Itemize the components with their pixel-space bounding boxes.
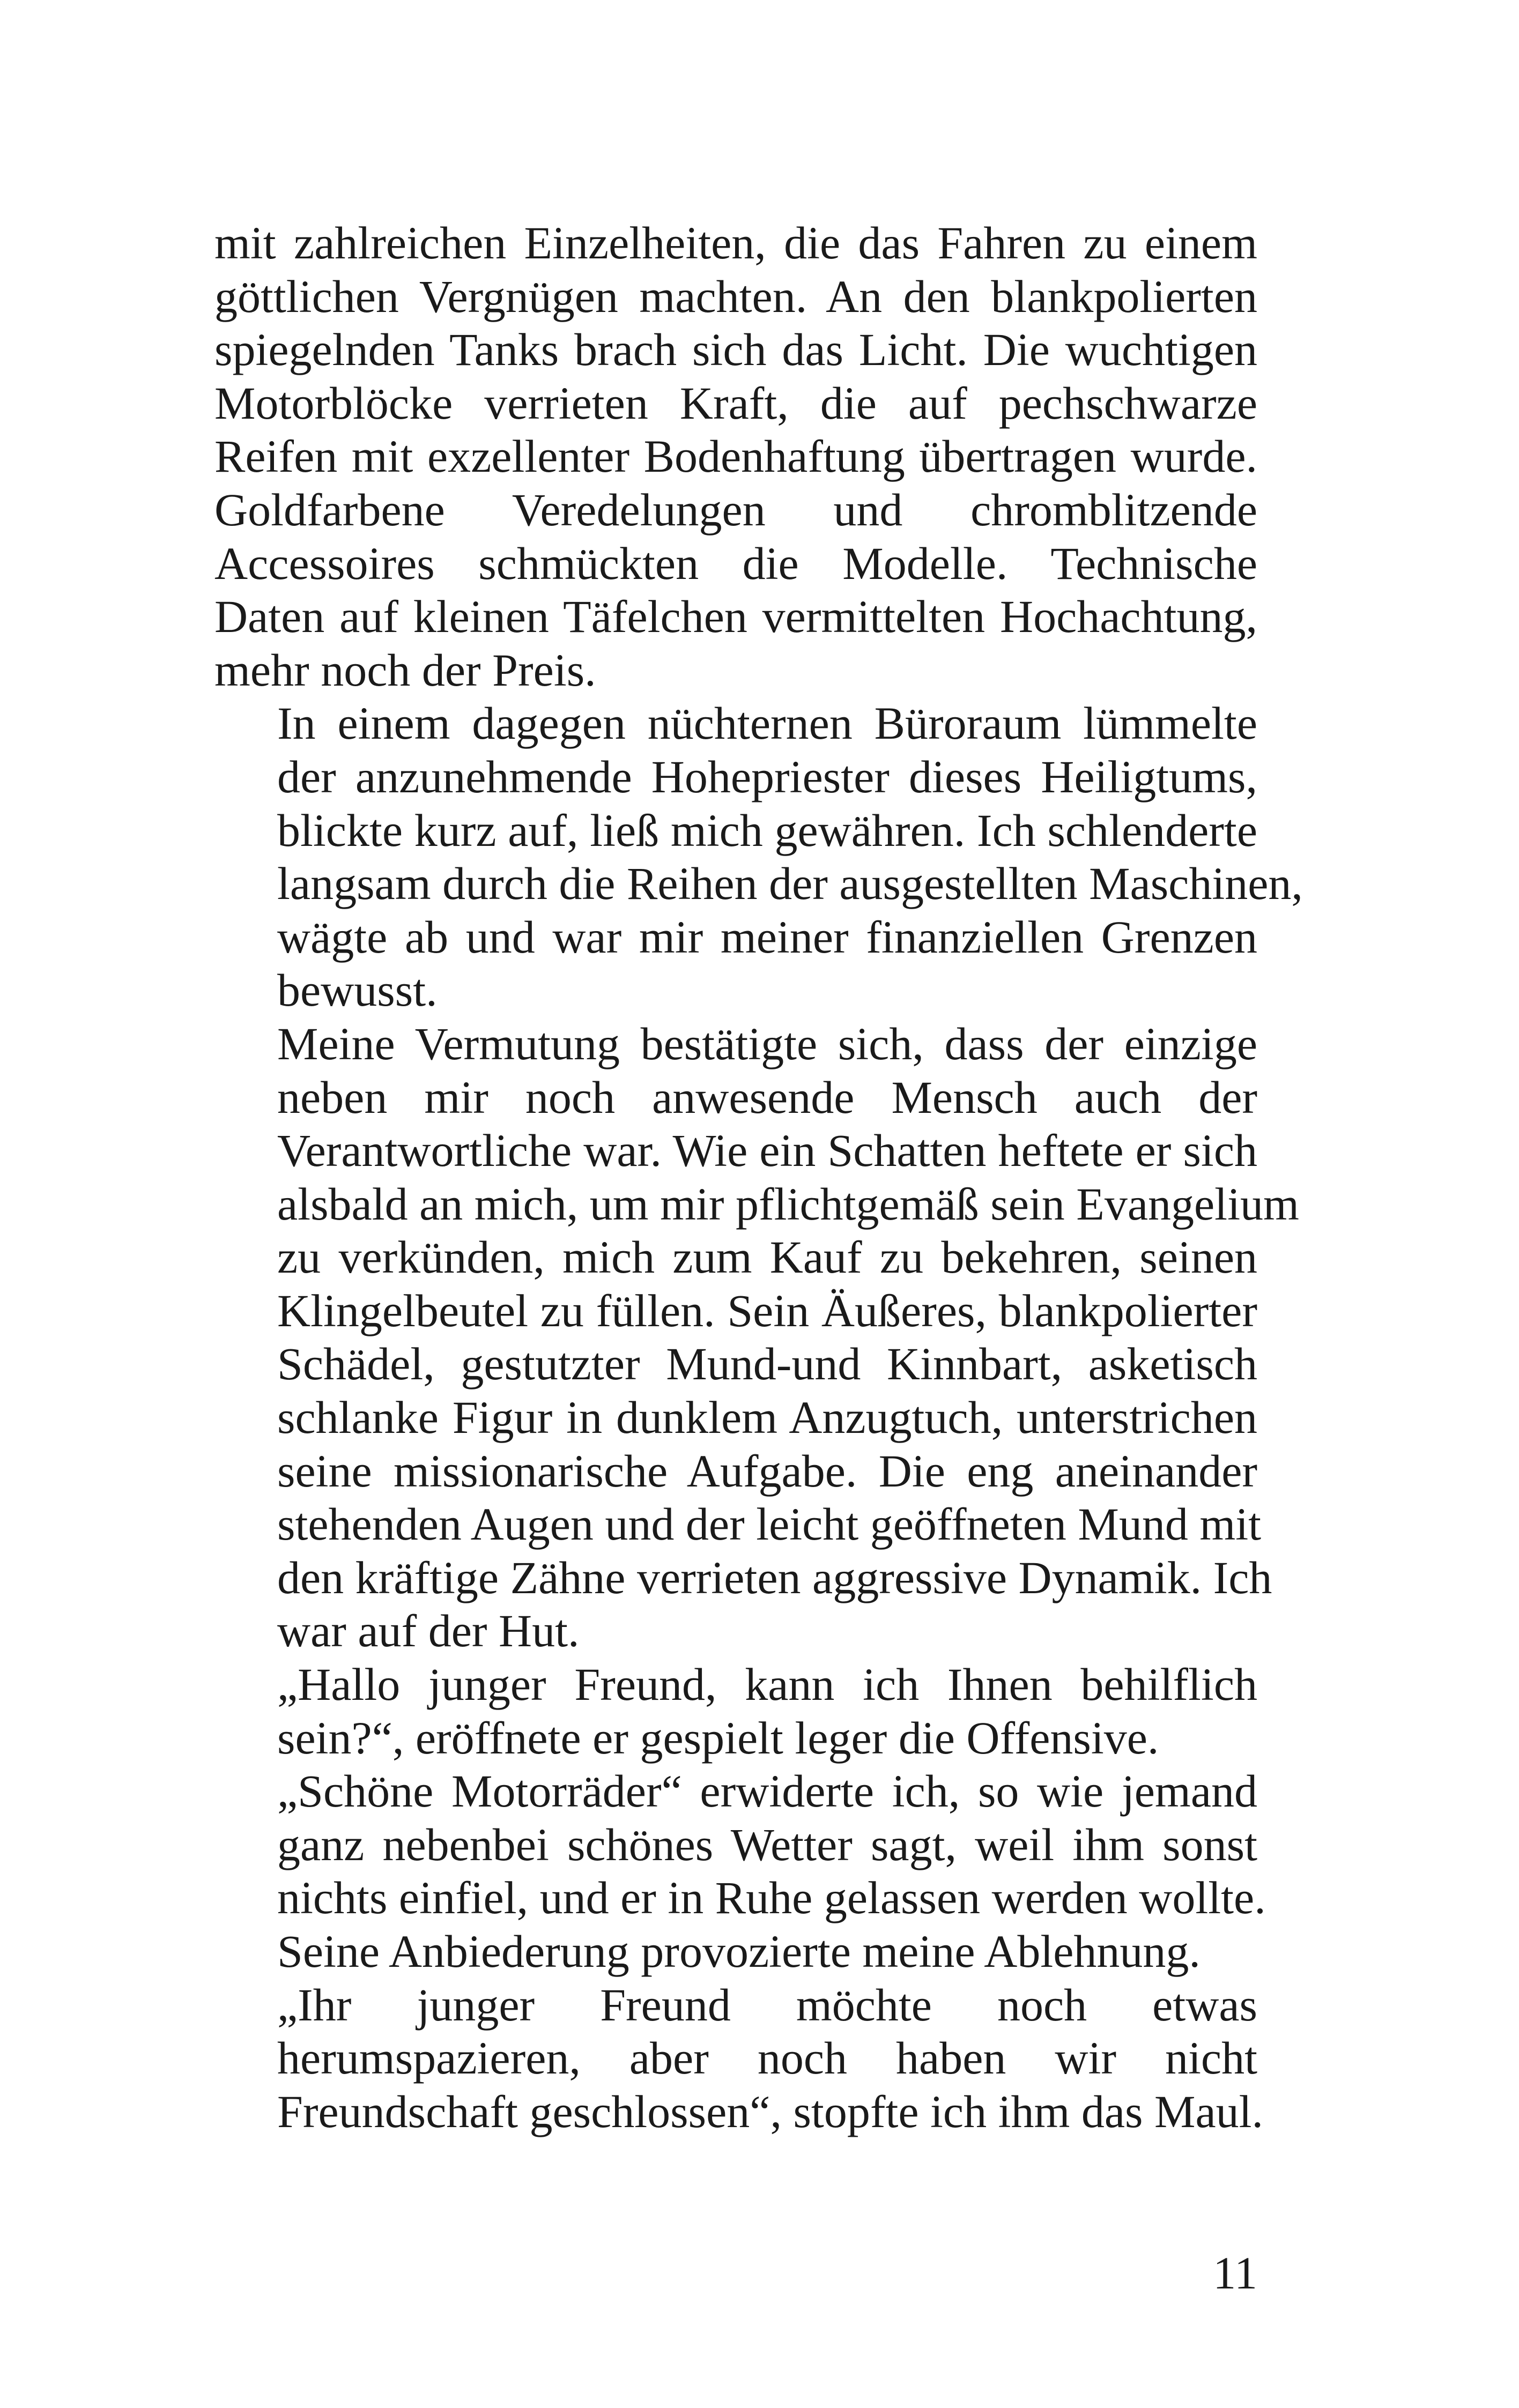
paragraph bbox=[214, 217, 1257, 697]
text-line: „Schöne Motorräder“ erwiderte ich, so wie jemand bbox=[277, 1765, 1257, 1817]
text-line: den kräftige Zähne verrieten aggressive Dynamik. Ich bbox=[277, 1551, 1272, 1603]
text-line: herumspazieren, aber noch haben wir nicht bbox=[277, 2032, 1257, 2084]
text-line: „Ihr junger Freund möchte noch etwas bbox=[277, 1979, 1257, 2031]
text-line: sein?“, eröffnete er gespielt leger die Offensive. bbox=[277, 1712, 1159, 1764]
text-line: Verantwortliche war. Wie ein Schatten heftete er sich bbox=[277, 1125, 1257, 1177]
text-line: Reifen mit exzellenter Bodenhaftung übertragen wurde. bbox=[214, 430, 1257, 482]
text-line: mehr noch der Preis. bbox=[214, 644, 596, 696]
paragraph bbox=[214, 1017, 1299, 1658]
text-line: In einem dagegen nüchternen Büroraum lümmelte bbox=[277, 697, 1257, 749]
text-line: göttlichen Vergnügen machten. An den blankpolierten bbox=[214, 270, 1257, 322]
text-line: seine missionarische Aufgabe. Die eng aneinander bbox=[277, 1445, 1257, 1497]
text-line: spiegelnden Tanks brach sich das Licht. Die wuchtigen bbox=[214, 324, 1257, 376]
text-line: war auf der Hut. bbox=[277, 1605, 580, 1657]
text-line: nichts einfiel, und er in Ruhe gelassen werden wollte. bbox=[277, 1872, 1266, 1924]
paragraph bbox=[214, 1658, 1257, 1765]
body-text bbox=[214, 217, 1303, 2138]
text-line: zu verkünden, mich zum Kauf zu bekehren, seinen bbox=[277, 1231, 1257, 1283]
text-line: bewusst. bbox=[277, 964, 438, 1016]
text-line: „Hallo junger Freund, kann ich Ihnen behilflich bbox=[277, 1659, 1257, 1711]
text-line: Meine Vermutung bestätigte sich, dass der einzige bbox=[277, 1017, 1257, 1069]
text-line: mit zahlreichen Einzelheiten, die das Fahren zu einem bbox=[214, 217, 1257, 269]
text-line: Goldfarbene Veredelungen und chromblitzende bbox=[214, 484, 1257, 536]
text-line: Schädel, gestutzter Mund-und Kinnbart, asketisch bbox=[277, 1338, 1257, 1390]
text-line: Accessoires schmückten die Modelle. Technische bbox=[214, 537, 1257, 589]
text-line: Freundschaft geschlossen“, stopfte ich ihm das Maul. bbox=[277, 2085, 1264, 2137]
text-line: Daten auf kleinen Täfelchen vermittelten Hochachtung, bbox=[214, 591, 1257, 643]
text-line: wägte ab und war mir meiner finanziellen Grenzen bbox=[277, 911, 1257, 963]
text-line: schlanke Figur in dunklem Anzugtuch, unterstrichen bbox=[277, 1392, 1257, 1444]
text-line: neben mir noch anwesende Mensch auch der bbox=[277, 1071, 1257, 1123]
text-line: der anzunehmende Hohepriester dieses Heiligtums, bbox=[277, 750, 1257, 802]
text-line: Seine Anbiederung provozierte meine Ablehnung. bbox=[277, 1926, 1201, 1977]
text-line: alsbald an mich, um mir pflichtgemäß sein Evangelium bbox=[277, 1178, 1299, 1230]
paragraph bbox=[214, 1765, 1266, 1978]
text-line: stehenden Augen und der leicht geöffneten Mund mit bbox=[277, 1498, 1262, 1550]
text-line: langsam durch die Reihen der ausgestellten Maschinen, bbox=[277, 858, 1303, 910]
text-line: Motorblöcke verrieten Kraft, die auf pechschwarze bbox=[214, 377, 1257, 429]
text-line: blickte kurz auf, ließ mich gewähren. Ich schlenderte bbox=[277, 804, 1257, 856]
paragraph bbox=[214, 697, 1303, 1017]
page-number: 11 bbox=[1213, 2247, 1257, 2299]
text-line: ganz nebenbei schönes Wetter sagt, weil ihm sonst bbox=[277, 1818, 1257, 1870]
paragraph bbox=[214, 1979, 1264, 2139]
text-line: Klingelbeutel zu füllen. Sein Äußeres, blankpolierter bbox=[277, 1284, 1257, 1336]
